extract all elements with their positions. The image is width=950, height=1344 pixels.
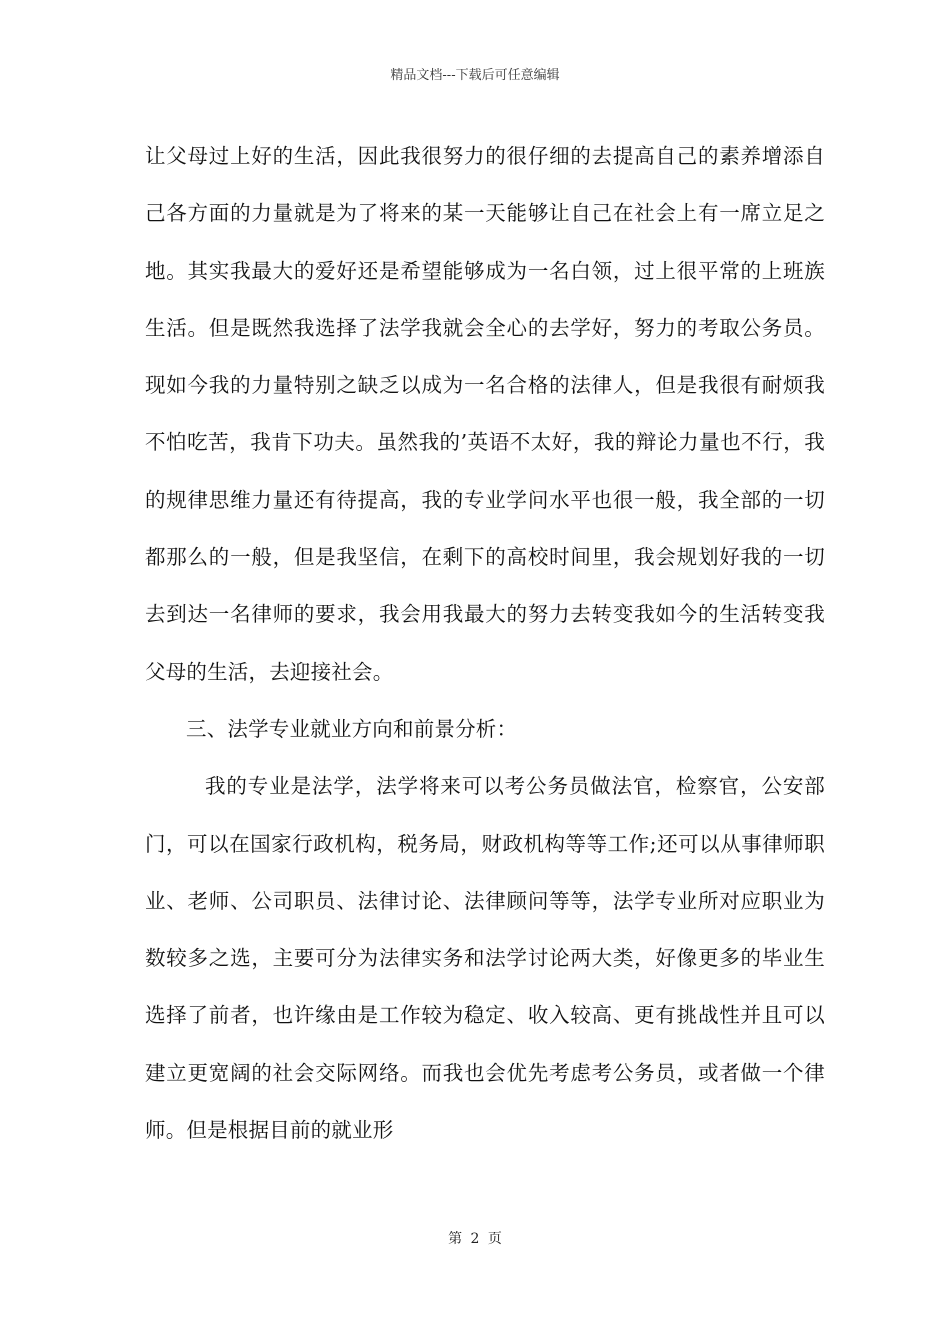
page-number: 第 2 页 (448, 1231, 502, 1247)
page-header: 精品文档---下载后可任意编辑 (390, 68, 560, 83)
body-paragraph: 让父母过上好的生活，因此我很努力的很仔细的去提高自己的素养增添自己各方面的力量就是为了将来的某一天能够让自己在社会上有一席立足之地。其实我最大的爱好还是希望能够成为一名白领，过上很平常的上班族生活。但是既然我选择了法学我就会全心的去学好，努力的考取公务员。现如今我的力量特别之缺乏以成为一名合格的法律人，但是我很有耐烦我不怕吃苦，我肯下功夫。虽然我的’英语不太好，我的辩论力量也不行，我的规律思维力量还有待提高，我的专业学问水平也很一般，我全部的一切都那么的一般，但是我坚信，在剩下的高校时间里，我会规划好我的一切去到达一名律师的要求，我会用我最大的努力去转变我如今的生活转变我父母的生活，去迎接社会。 (145, 144, 825, 684)
body-paragraph: 我的专业是法学，法学将来可以考公务员做法官，检察官，公安部门，可以在国家行政机构，税务局，财政机构等等工作;还可以从事律师职业、老师、公司职员、法律讨论、法律顾问等等，法学专业所对应职业为数较多之选，主要可分为法律实务和法学讨论两大类，好像更多的毕业生选择了前者，也许缘由是工作较为稳定、收入较高、更有挑战性并且可以建立更宽阔的社会交际网络。而我也会优先考虑考公务员，或者做一个律师。但是根据目前的就业形 (145, 774, 825, 1143)
document-body (145, 128, 825, 1159)
section-heading: 三、法学专业就业方向和前景分析： (186, 716, 518, 741)
